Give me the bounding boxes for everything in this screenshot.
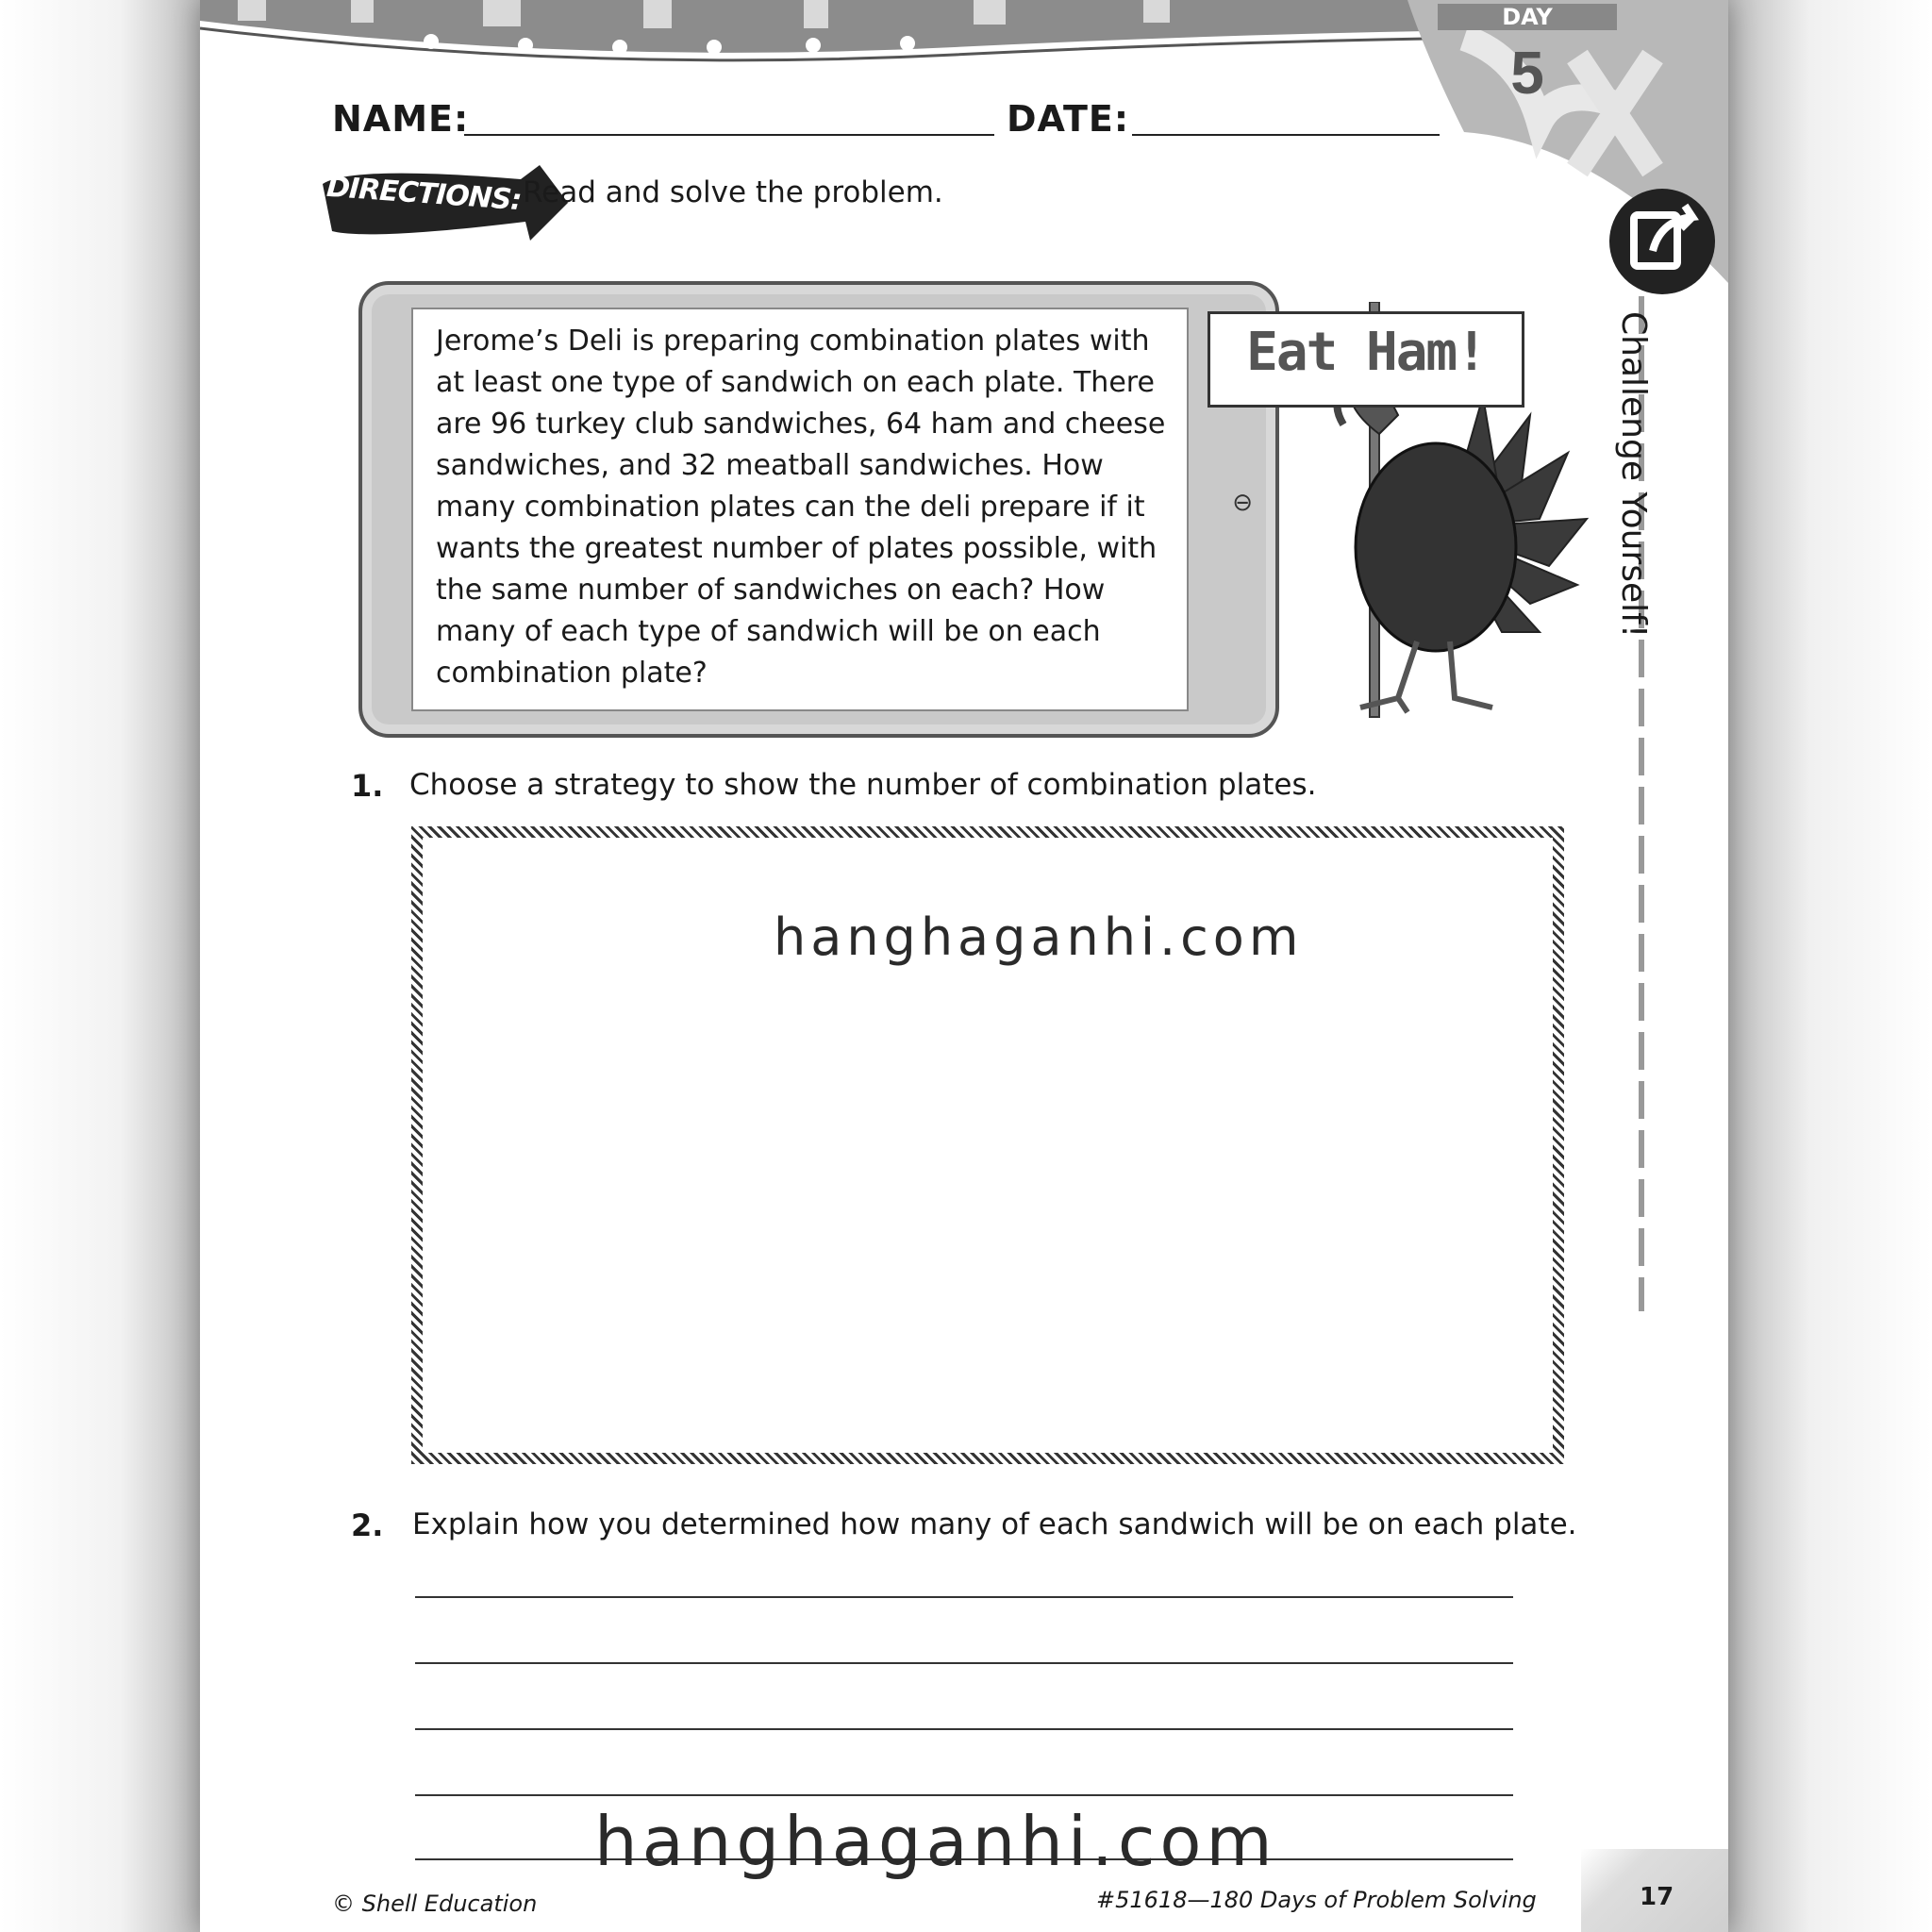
problem-line: combination plate? xyxy=(436,657,708,690)
sign-text: Eat Ham! xyxy=(1246,322,1486,383)
problem-line: Jerome’s Deli is preparing combination plates with xyxy=(436,325,1150,358)
problem-line: wants the greatest number of plates possible, with xyxy=(436,532,1158,565)
footer-book-title: #51618—180 Days of Problem Solving xyxy=(1096,1887,1537,1913)
problem-line: many of each type of sandwich will be on each xyxy=(436,615,1101,648)
answer-line[interactable] xyxy=(415,1794,1513,1796)
worksheet-page xyxy=(200,0,1728,1932)
question-2-number: 2. xyxy=(351,1507,384,1543)
eat-ham-sign xyxy=(1208,311,1524,408)
answer-line[interactable] xyxy=(415,1596,1513,1598)
watermark-top: hanghaganhi.com xyxy=(774,908,1304,967)
name-field[interactable] xyxy=(464,134,994,136)
page-gutter-right xyxy=(1728,0,1932,1932)
problem-text xyxy=(436,321,1181,694)
problem-line: are 96 turkey club sandwiches, 64 ham and cheese xyxy=(436,408,1166,441)
page-number: 17 xyxy=(1640,1883,1674,1911)
problem-screen xyxy=(411,308,1189,711)
directions-text: Read and solve the problem. xyxy=(523,175,943,209)
answer-line[interactable] xyxy=(415,1728,1513,1730)
question-1-number: 1. xyxy=(351,768,384,804)
page-gutter-left xyxy=(0,0,200,1932)
watermark-bottom: hanghaganhi.com xyxy=(594,1802,1277,1881)
directions-badge: DIRECTIONS: xyxy=(325,170,523,218)
share-icon xyxy=(1606,179,1719,292)
footer-publisher: © Shell Education xyxy=(332,1890,538,1917)
answer-line[interactable] xyxy=(415,1662,1513,1664)
problem-line: many combination plates can the deli prepare if it xyxy=(436,491,1145,524)
problem-line: sandwiches, and 32 meatball sandwiches. How xyxy=(436,449,1104,482)
date-label: DATE: xyxy=(1007,98,1130,140)
name-label: NAME: xyxy=(332,98,470,140)
day-number: 5 xyxy=(1510,39,1544,107)
question-1-text: Choose a strategy to show the number of combination plates. xyxy=(409,768,1317,802)
tablet-home-button-icon: ⊖ xyxy=(1232,489,1253,517)
problem-line: at least one type of sandwich on each plate. There xyxy=(436,366,1155,399)
question-2-text: Explain how you determined how many of each sandwich will be on each plate. xyxy=(412,1507,1577,1541)
date-field[interactable] xyxy=(1132,134,1440,136)
problem-line: the same number of sandwiches on each? How xyxy=(436,574,1106,607)
challenge-yourself-label: Challenge Yourself! xyxy=(1614,311,1653,639)
day-label: DAY xyxy=(1502,4,1553,30)
problem-tablet-frame xyxy=(358,281,1279,738)
